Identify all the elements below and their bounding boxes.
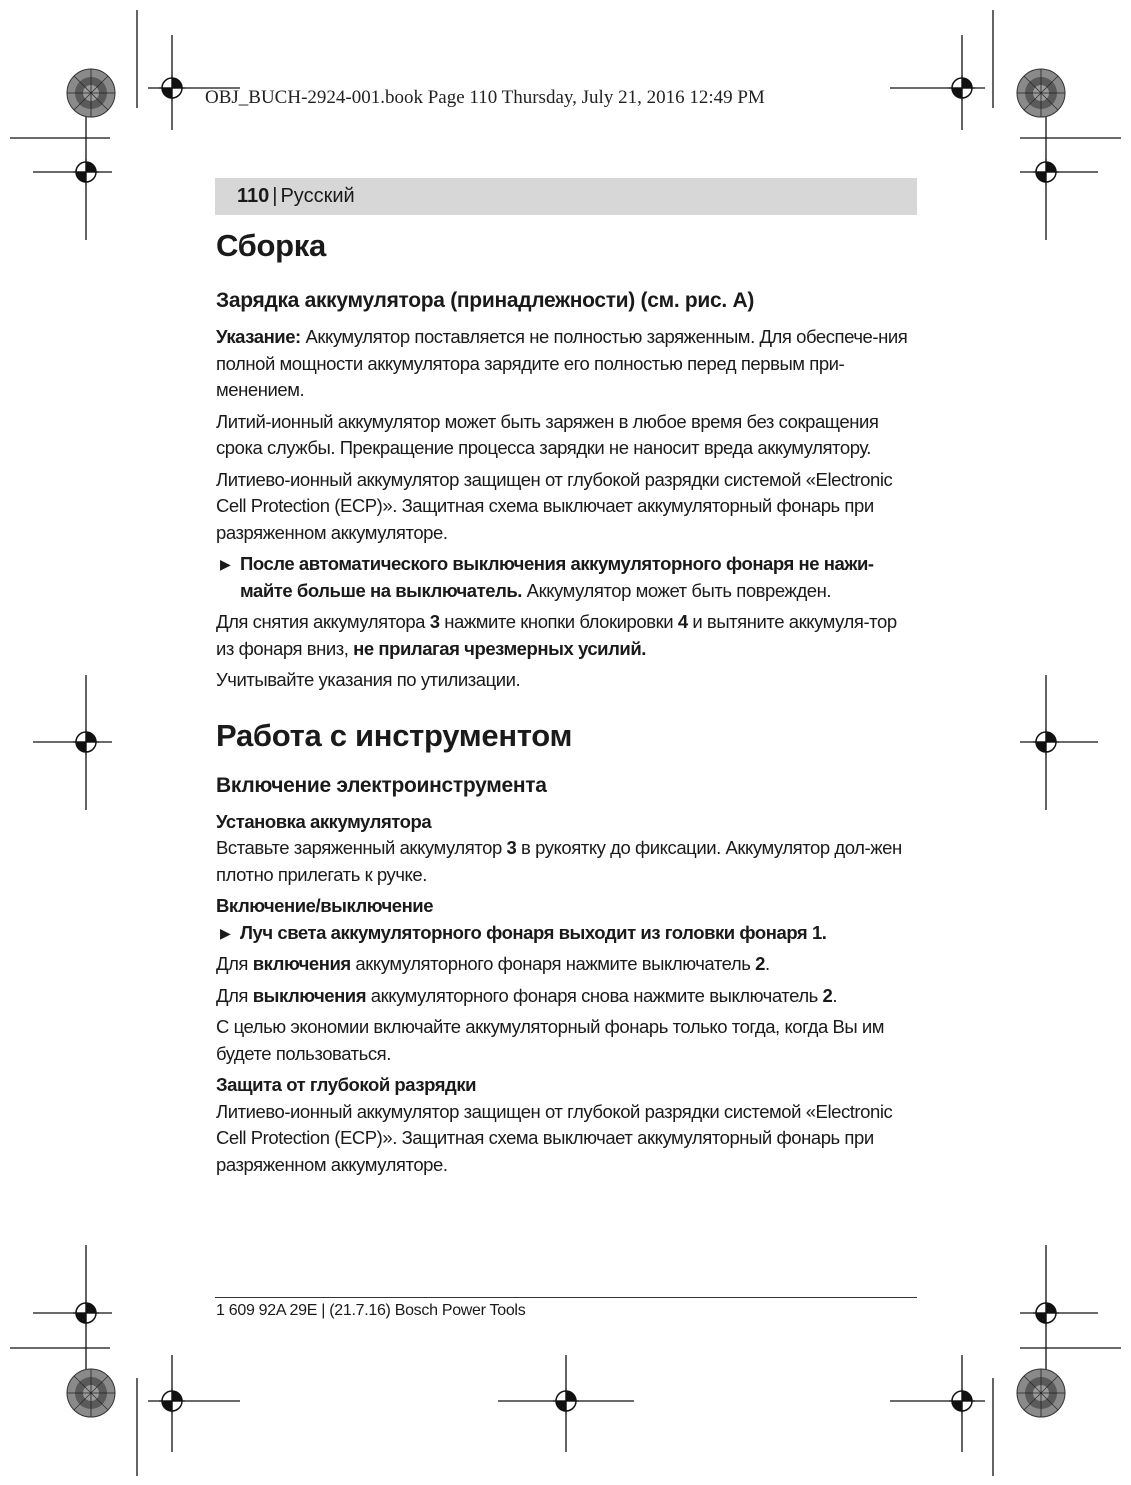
on-text-2: аккумуляторного фонаря нажмите выключатель <box>350 953 756 974</box>
install-paragraph <box>216 835 918 888</box>
disposal-paragraph: Учитывайте указания по утилизации. <box>216 669 521 690</box>
off-text-1: Для <box>216 984 253 1006</box>
running-head <box>215 178 917 215</box>
bullet-triangle-icon: ▶ <box>220 556 231 572</box>
removal-text-2: нажмите кнопки блокировки <box>439 611 678 632</box>
off-bold: выключения <box>252 984 367 1006</box>
switch-on-paragraph <box>216 951 918 978</box>
ref-number-4: 4 <box>677 611 688 632</box>
on-bold: включения <box>252 953 351 974</box>
ecp-paragraph: Литиево-ионный аккумулятор защищен от глубокой разрядки системой «Electronic Cell Protection (ECP)». Защитная схема выключает аккумуляторный фонарь при разряженном аккумуляторе. <box>216 468 893 543</box>
liion-paragraph: Литий-ионный аккумулятор может быть заряжен в любое время без сокращения срока службы. Прекращение процесса зарядки не наносит вреда аккумулятору. <box>216 410 879 458</box>
light-bullet <box>216 920 918 947</box>
removal-bold: не прилагая чрезмерных усилий. <box>353 637 646 659</box>
subsection-title-charging: Зарядка аккумулятора (принадлежности) (см. рис. A) <box>216 289 755 312</box>
footer-rule <box>215 1297 917 1298</box>
footer-text: 1 609 92A 29E | (21.7.16) Bosch Power Tools <box>216 1302 526 1319</box>
warning-bold: После автоматического выключения аккумуляторного фонаря не нажи-майте больше на выключатель. <box>240 553 874 601</box>
ref-number-3: 3 <box>506 837 517 858</box>
install-text-1: Вставьте заряженный аккумулятор <box>216 837 507 858</box>
section-title-operation: Работа с инструментом <box>216 717 573 753</box>
economy-paragraph: С целью экономии включайте аккумуляторный фонарь только тогда, когда Вы им будете пользоваться. <box>216 1016 885 1064</box>
ref-number-3: 3 <box>429 611 440 632</box>
removal-text-3: и вытяните аккумуля-тор из фонаря вниз, <box>216 611 897 659</box>
light-bullet-text: Луч света аккумуляторного фонаря выходит из головки фонаря 1. <box>240 921 827 943</box>
page-content <box>216 225 918 1183</box>
switch-off-paragraph <box>216 983 918 1010</box>
off-text-2: аккумуляторного фонаря снова нажмите выключатель <box>366 984 823 1006</box>
ref-number-2: 2 <box>822 984 833 1006</box>
print-header: OBJ_BUCH-2924-001.book Page 110 Thursday, July 21, 2016 12:49 PM <box>205 87 765 108</box>
heading-deep-discharge: Защита от глубокой разрядки <box>216 1074 477 1095</box>
off-text-end: . <box>832 984 838 1006</box>
note-text: Аккумулятор поставляется не полностью заряженным. Для обеспече-ния полной мощности аккумулятора зарядите его полностью перед первым при-менением. <box>216 326 908 400</box>
deep-discharge-paragraph: Литиево-ионный аккумулятор защищен от глубокой разрядки системой «Electronic Cell Protection (ECP)». Защитная схема выключает аккумуляторный фонарь при разряженном аккумуляторе. <box>216 1100 893 1175</box>
note-label: Указание: <box>216 326 301 347</box>
heading-battery-install: Установка аккумулятора <box>216 810 432 832</box>
page-number: 110 <box>237 185 270 207</box>
bullet-triangle-icon: ▶ <box>220 924 231 941</box>
language-label: Русский <box>280 185 355 207</box>
install-text-2: в рукоятку до фиксации. Аккумулятор дол-жен плотно прилегать к ручке. <box>216 837 902 885</box>
removal-paragraph <box>216 609 918 662</box>
removal-text-1: Для снятия аккумулятора <box>216 611 430 632</box>
warning-text: Аккумулятор может быть поврежден. <box>521 579 832 601</box>
heading-on-off: Включение/выключение <box>216 895 434 916</box>
running-head-separator: | <box>272 185 278 207</box>
ref-number-2: 2 <box>755 953 765 974</box>
note-paragraph <box>216 324 918 404</box>
warning-bullet <box>216 551 918 604</box>
on-text-1: Для <box>216 953 253 974</box>
subsection-title-starting: Включение электроинструмента <box>216 773 547 797</box>
section-title-assembly: Сборка <box>216 228 326 263</box>
on-text-end: . <box>764 953 770 974</box>
